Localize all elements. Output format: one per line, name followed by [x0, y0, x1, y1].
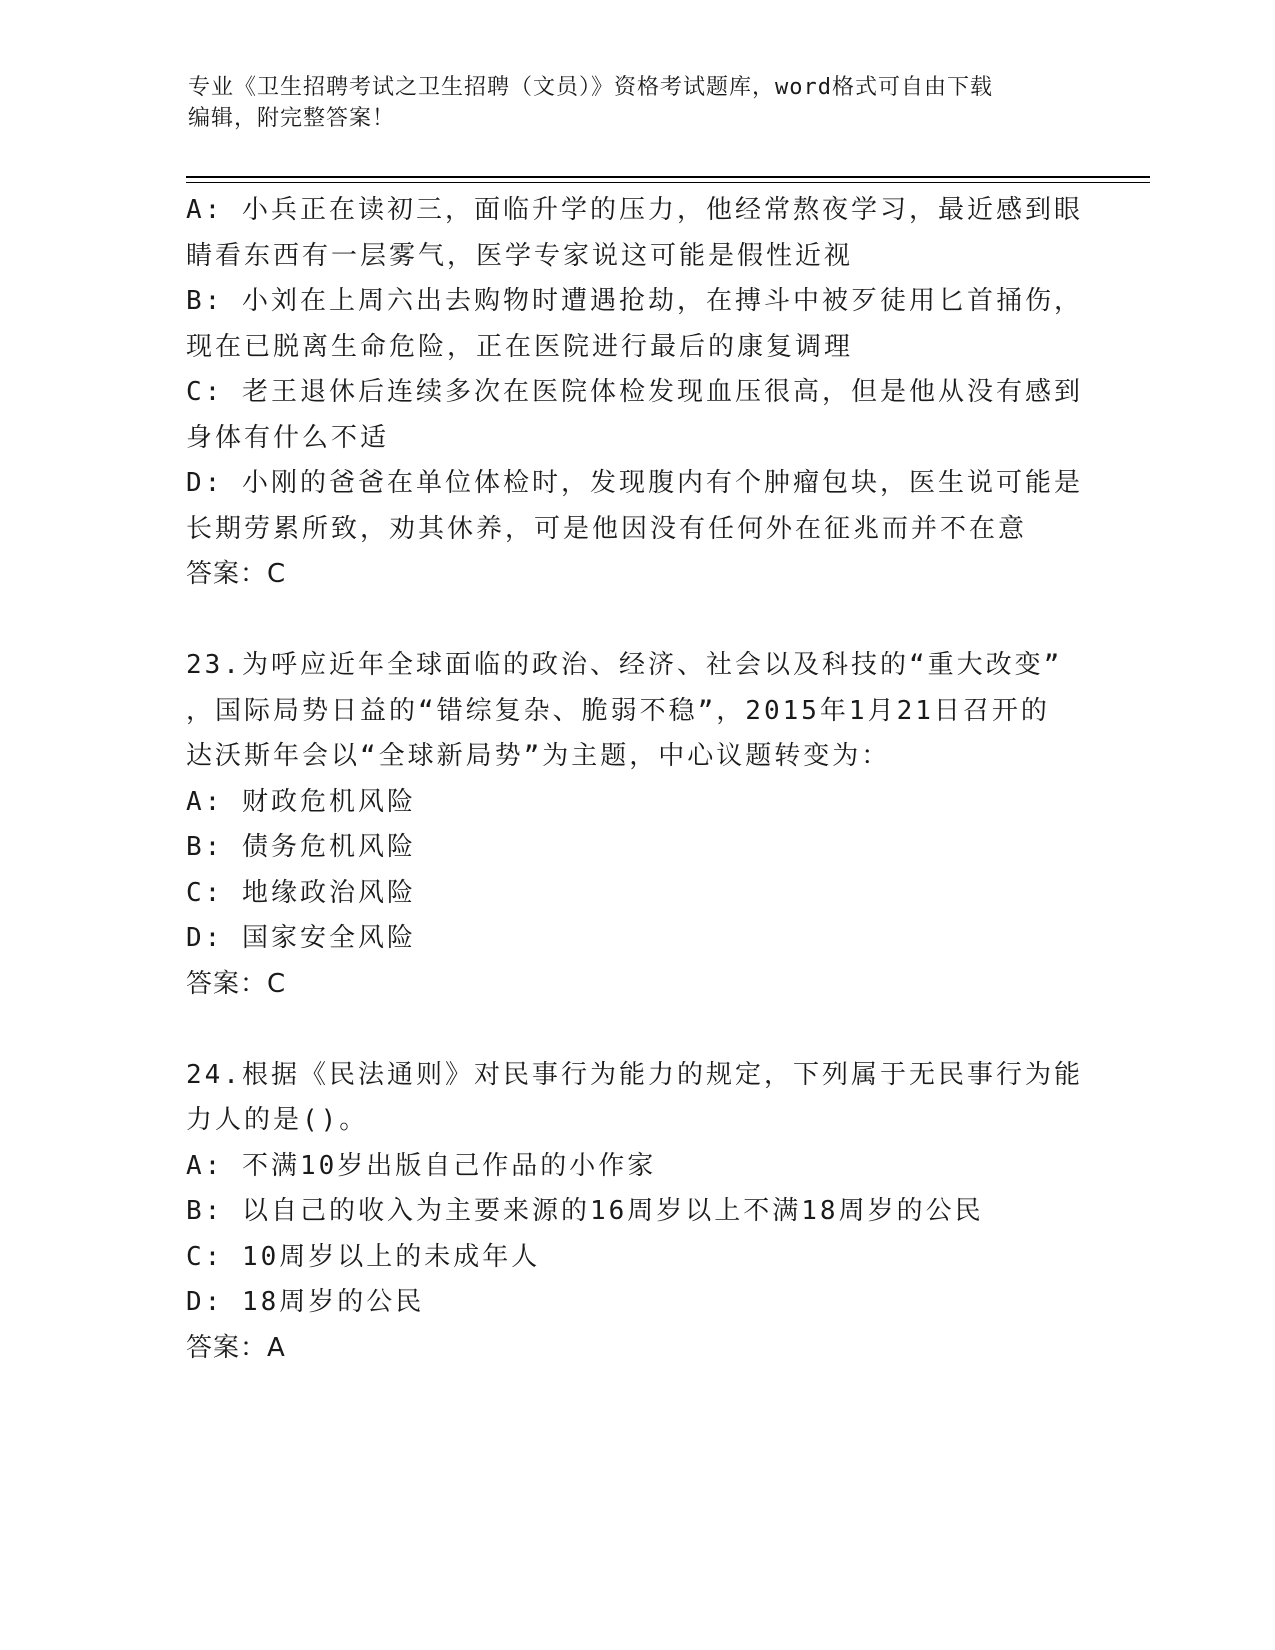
- question-stem: ，国际局势日益的“错综复杂、脆弱不稳”，2015年1月21日召开的: [186, 695, 1050, 726]
- option-a: [186, 188, 1086, 279]
- answer-line: 答案：C: [186, 968, 287, 999]
- answer-line: 答案：A: [186, 1332, 286, 1363]
- option-d: [186, 461, 1086, 552]
- option-text: 长期劳累所致，劝其休养，可是他因没有任何外在征兆而并不在意: [186, 513, 1028, 544]
- option-text: 身体有什么不适: [186, 422, 390, 453]
- answer-line: 答案：C: [186, 559, 287, 589]
- option-c: [186, 370, 1086, 461]
- question-stem: 23.为呼应近年全球面临的政治、经济、社会以及科技的“重大改变”: [186, 650, 1063, 680]
- option-text: B: 小刘在上周六出去购物时遭遇抢劫，在搏斗中被歹徒用匕首捅伤，: [186, 286, 1083, 316]
- question-stem: 24.根据《民法通则》对民事行为能力的规定，下列属于无民事行为能: [186, 1059, 1083, 1090]
- option-a: A: 财政危机风险: [186, 786, 416, 817]
- option-b: [186, 279, 1086, 370]
- option-b: B: 以自己的收入为主要来源的16周岁以上不满18周岁的公民: [186, 1196, 984, 1226]
- option-text: D: 小刚的爸爸在单位体检时，发现腹内有个肿瘤包块，医生说可能是: [186, 468, 1083, 498]
- option-b: B: 债务危机风险: [186, 832, 416, 862]
- question-23: [186, 643, 1086, 1007]
- question-stem: 达沃斯年会以“全球新局势”为主题，中心议题转变为：: [186, 741, 891, 771]
- header-divider-thick: [186, 176, 1150, 178]
- header-divider-thin: [186, 182, 1150, 183]
- option-text: C: 老王退休后连续多次在医院体检发现血压很高，但是他从没有感到: [186, 377, 1083, 407]
- option-text: 睛看东西有一层雾气，医学专家说这可能是假性近视: [186, 240, 854, 271]
- header-line-2: 编辑，附完整答案！: [188, 106, 396, 131]
- question-content: [186, 188, 1086, 1371]
- option-d: D: 18周岁的公民: [186, 1287, 425, 1317]
- document-header: [188, 72, 1088, 134]
- option-c: C: 10周岁以上的未成年人: [186, 1241, 541, 1272]
- option-text: 现在已脱离生命危险，正在医院进行最后的康复调理: [186, 331, 854, 362]
- option-text: A: 小兵正在读初三，面临升学的压力，他经常熬夜学习，最近感到眼: [186, 195, 1083, 225]
- header-line-1: 专业《卫生招聘考试之卫生招聘（文员）》资格考试题库，word格式可自由下载: [188, 75, 993, 100]
- option-a: A: 不满10岁出版自己作品的小作家: [186, 1150, 657, 1181]
- option-d: D: 国家安全风险: [186, 923, 416, 953]
- question-stem: 力人的是()。: [186, 1105, 369, 1135]
- question-22: [186, 188, 1086, 598]
- question-24: [186, 1053, 1086, 1372]
- spacer: [186, 1007, 1086, 1053]
- spacer: [186, 598, 1086, 644]
- option-c: C: 地缘政治风险: [186, 877, 416, 908]
